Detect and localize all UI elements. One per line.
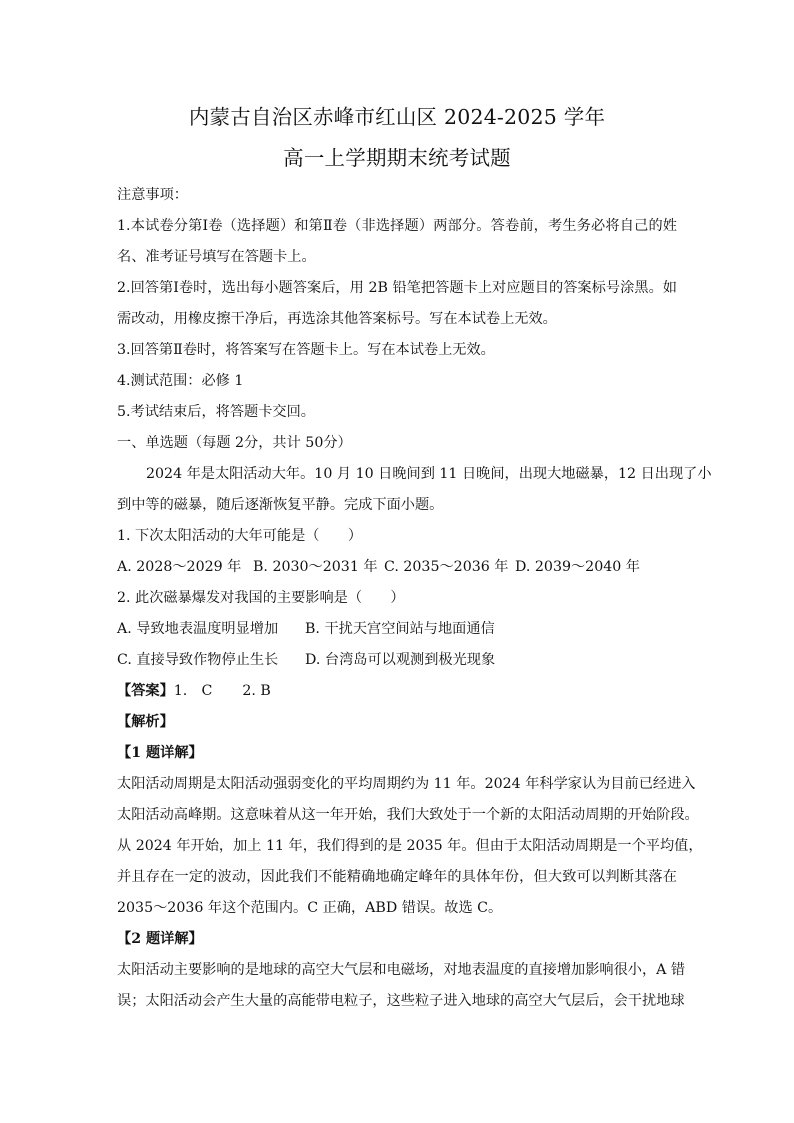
exam-title-line1: 内蒙古自治区赤峰市红山区 2024-2025 学年 bbox=[188, 105, 606, 129]
analysis-label: 【解析】 bbox=[117, 714, 174, 730]
question-1-option-a: A. 2028～2029 年 bbox=[117, 559, 242, 575]
answer-label: 【答案】 bbox=[117, 683, 174, 699]
answer-2: 2. B bbox=[242, 683, 271, 699]
detail-2-line2: 误；太阳活动会产生大量的高能带电粒子，这些粒子进入地球的高空大气层后，会干扰地球 bbox=[117, 993, 685, 1009]
detail-1-line2: 太阳活动高峰期。这意味着从这一年开始，我们大致处于一个新的太阳活动周期的开始阶段。 bbox=[117, 807, 699, 823]
notice-item-5: 5.考试结束后，将答题卡交回。 bbox=[117, 404, 315, 420]
detail-1-label: 【1 题详解】 bbox=[117, 745, 203, 761]
detail-1-line3: 从 2024 年开始，加上 11 年，我们得到的是 2035 年。但由于太阳活动周期是一个平均值， bbox=[117, 838, 703, 854]
question-1-option-c: C. 2035～2036 年 bbox=[384, 559, 509, 575]
detail-2-line1: 太阳活动主要影响的是地球的高空大气层和电磁场，对地表温度的直接增加影响很小，A 错 bbox=[117, 962, 686, 978]
notice-item-2-line1: 2.回答第Ⅰ卷时，选出每小题答案后，用 2B 铅笔把答题卡上对应题目的答案标号涂黑。如 bbox=[117, 280, 677, 296]
detail-2-label: 【2 题详解】 bbox=[117, 931, 203, 947]
notice-heading: 注意事项： bbox=[117, 187, 188, 203]
answer-line bbox=[117, 676, 677, 707]
question-2-stem: 2. 此次磁暴爆发对我国的主要影响是（ ） bbox=[117, 590, 405, 606]
question-1-option-b: B. 2030～2031 年 bbox=[253, 559, 378, 575]
section-heading: 一、单选题（每题 2分，共计 50分） bbox=[117, 435, 352, 451]
notice-item-1-line1: 1.本试卷分第Ⅰ卷（选择题）和第Ⅱ卷（非选择题）两部分。答卷前，考生务必将自己的姓 bbox=[117, 218, 677, 234]
question-2-option-b: B. 干扰天宫空间站与地面通信 bbox=[305, 621, 495, 637]
notice-item-4: 4.测试范围：必修 1 bbox=[117, 373, 244, 389]
question-2-options-row1 bbox=[117, 614, 677, 645]
exam-title-line2: 高一上学期期末统考试题 bbox=[283, 146, 511, 170]
notice-item-3: 3.回答第Ⅱ卷时，将答案写在答题卡上。写在本试卷上无效。 bbox=[117, 342, 495, 358]
material-line1: 2024 年是太阳活动大年。10 月 10 日晚间到 11 日晚间，出现大地磁暴，12 日出现了小 bbox=[146, 466, 712, 482]
detail-1-line5: 2035～2036 年这个范围内。C 正确，ABD 错误。故选 C。 bbox=[117, 900, 503, 916]
question-2-option-d: D. 台湾岛可以观测到极光现象 bbox=[305, 652, 496, 668]
question-2-options-row2 bbox=[117, 645, 677, 676]
material-line2: 到中等的磁暴，随后逐渐恢复平静。完成下面小题。 bbox=[117, 497, 444, 513]
notice-item-1-line2: 名、准考证号填写在答题卡上。 bbox=[117, 249, 316, 265]
detail-1-line4: 并且存在一定的波动，因此我们不能精确地确定峰年的具体年份，但大致可以判断其落在 bbox=[117, 869, 677, 885]
question-2-option-c: C. 直接导致作物停止生长 bbox=[117, 652, 279, 668]
question-1-stem: 1. 下次太阳活动的大年可能是（ ） bbox=[117, 528, 363, 544]
question-1-option-d: D. 2039～2040 年 bbox=[515, 559, 640, 575]
notice-item-2-line2: 需改动，用橡皮擦干净后，再选涂其他答案标号。写在本试卷上无效。 bbox=[117, 311, 557, 327]
detail-1-line1: 太阳活动周期是太阳活动强弱变化的平均周期约为 11 年。2024 年科学家认为目前已经进入 bbox=[117, 776, 696, 792]
question-2-option-a: A. 导致地表温度明显增加 bbox=[117, 621, 279, 637]
answer-1: 1. C bbox=[173, 683, 213, 699]
question-1-options bbox=[117, 552, 677, 583]
exam-body bbox=[117, 180, 712, 1017]
